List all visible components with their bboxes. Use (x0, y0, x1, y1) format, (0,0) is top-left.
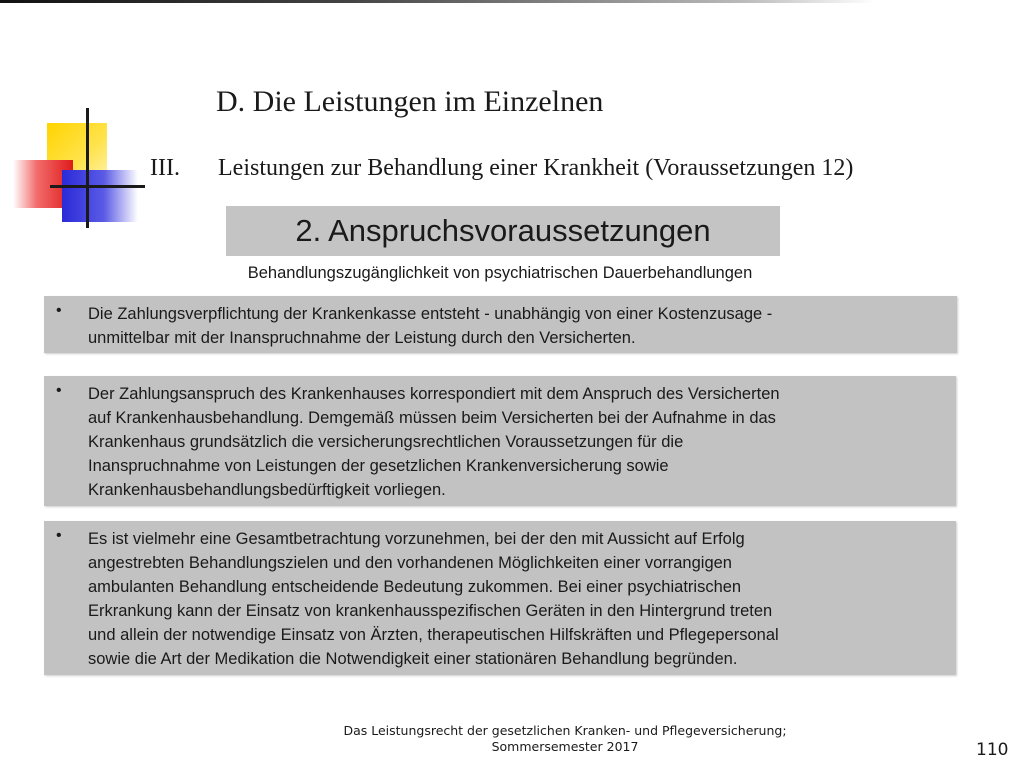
bullet-block (44, 296, 957, 353)
subtitle-number: III. (150, 155, 180, 181)
bullet-block (44, 521, 956, 675)
section-heading: 2. Anspruchsvoraussetzungen (226, 206, 780, 256)
bullet-icon: • (56, 302, 62, 319)
footer-line: Sommersemester 2017 (491, 739, 639, 754)
text-line: Erkrankung kann der Einsatz von krankenhausspezifischen Geräten in den Hintergrund treten (88, 602, 773, 620)
bullet-block (44, 376, 956, 506)
text-line: Krankenhaus grundsätzlich die versicherungsrechtlichen Voraussetzungen für die (88, 433, 684, 451)
bullet-text (88, 302, 949, 350)
decorative-logo (0, 0, 240, 240)
logo-vertical-line (86, 108, 89, 228)
slide-title: D. Die Leistungen im Einzelnen (216, 85, 604, 118)
text-line: und allein der notwendige Einsatz von Ärzten, therapeutischen Hilfskräften und Pflegepersonal (88, 626, 779, 644)
text-line: Der Zahlungsanspruch des Krankenhauses korrespondiert mit dem Anspruch des Versicherten (88, 385, 780, 403)
text-line: Krankenhausbehandlungsbedürftigkeit vorliegen. (88, 481, 446, 499)
footer-line: Das Leistungsrecht der gesetzlichen Kranken- und Pflegeversicherung; (343, 723, 787, 738)
text-line: Die Zahlungsverpflichtung der Krankenkasse entsteht - unabhängig von einer Kostenzusage - (88, 305, 773, 323)
logo-blue-square (62, 170, 138, 222)
text-line: sowie die Art der Medikation die Notwendigkeit einer stationären Behandlung begründen. (88, 650, 738, 668)
logo-horizontal-line (50, 185, 145, 188)
slide-footer (300, 723, 830, 755)
slide-subtitle (150, 155, 853, 182)
text-line: angestrebten Behandlungszielen und den vorhandenen Möglichkeiten einer vorrangigen (88, 554, 732, 572)
bullet-icon: • (56, 382, 62, 399)
text-line: Es ist vielmehr eine Gesamtbetrachtung vorzunehmen, bei der den mit Aussicht auf Erfolg (88, 530, 745, 548)
text-line: unmittelbar mit der Inanspruchnahme der Leistung durch den Versicherten. (88, 329, 636, 347)
text-line: ambulanten Behandlung entscheidende Bedeutung zukommen. Bei einer psychiatrischen (88, 578, 742, 596)
bullet-icon: • (56, 527, 62, 544)
bullet-text (88, 382, 948, 502)
page-number: 110 (976, 740, 1009, 760)
text-line: Inanspruchnahme von Leistungen der gesetzlichen Krankenversicherung sowie (88, 457, 669, 475)
bullet-text (88, 527, 948, 671)
section-caption: Behandlungszugänglichkeit von psychiatrischen Dauerbehandlungen (247, 264, 753, 282)
subtitle-text: Leistungen zur Behandlung einer Krankheit (Voraussetzungen 12) (218, 155, 854, 181)
text-line: auf Krankenhausbehandlung. Demgemäß müssen beim Versicherten bei der Aufnahme in das (88, 409, 776, 427)
